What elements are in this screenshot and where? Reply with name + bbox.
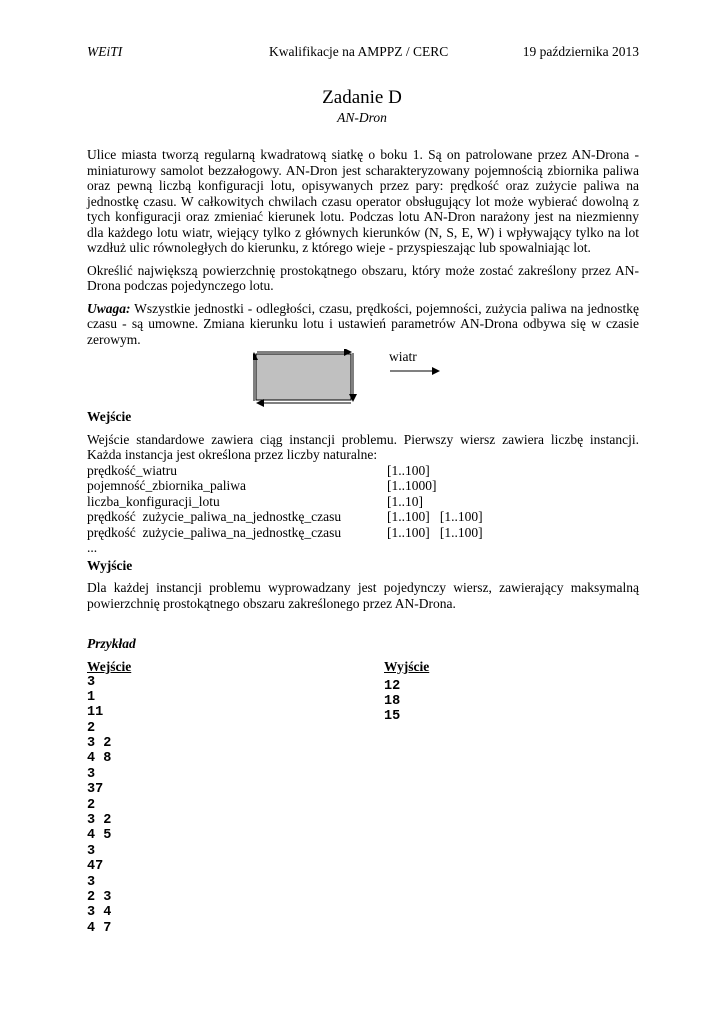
param-row bbox=[87, 478, 639, 494]
param-range: [1..1000] bbox=[387, 478, 437, 493]
patrol-area-rect bbox=[256, 354, 351, 400]
example-block bbox=[87, 658, 639, 936]
note-label: Uwaga: bbox=[87, 300, 131, 316]
example-input-line: 2 bbox=[87, 720, 96, 736]
example-input-line: 3 bbox=[87, 843, 96, 859]
note-paragraph bbox=[87, 301, 639, 348]
example-input-line: 11 bbox=[87, 705, 104, 721]
title-block bbox=[0, 86, 724, 126]
output-section-title: Wyjście bbox=[87, 557, 133, 573]
output-description: Dla każdej instancji problemu wyprowadzany jest pojedynczy wiersz, zawierający maksymalną powierzchnię prostokątnego obszaru zakreślonego przez AN-Drona. bbox=[87, 580, 639, 611]
header-faculty: WEiTI bbox=[87, 44, 123, 59]
param-range: [1..100] [1..100] bbox=[387, 509, 483, 524]
problem-content bbox=[87, 147, 639, 936]
param-range: [1..100] bbox=[387, 462, 430, 478]
note-text: Wszystkie jednostki - odległości, czasu, prędkości, pojemności, zużycia paliwa na jednostkę czasu - są umowne. Zmiana kierunku lotu i ustawień parametrów AN-Drona odbywa się w czasie zerowym. bbox=[87, 300, 639, 347]
param-name: pojemność_zbiornika_paliwa bbox=[87, 478, 246, 493]
example-input-lines bbox=[87, 675, 131, 937]
param-range: [1..10] bbox=[387, 493, 423, 509]
page-header bbox=[87, 44, 639, 62]
problem-subtitle: AN-Dron bbox=[337, 110, 387, 125]
example-output-column bbox=[384, 659, 429, 725]
example-input-line: 3 bbox=[87, 874, 96, 890]
param-range: [1..100] [1..100] bbox=[387, 524, 483, 540]
param-name: prędkość zużycie_paliwa_na_jednostkę_czasu bbox=[87, 509, 342, 524]
example-input-line: 2 bbox=[87, 797, 96, 813]
example-heading: Przykład bbox=[87, 636, 136, 651]
example-output-line: 18 bbox=[384, 693, 401, 709]
param-name: prędkość zużycie_paliwa_na_jednostkę_czasu bbox=[87, 524, 342, 540]
flight-figure bbox=[87, 349, 639, 409]
example-input-column bbox=[87, 659, 131, 937]
param-ellipsis: ... bbox=[87, 540, 98, 555]
example-input-line: 4 8 bbox=[87, 751, 112, 767]
param-row bbox=[87, 525, 639, 541]
header-date: 19 października 2013 bbox=[522, 44, 639, 59]
example-output-line: 15 bbox=[384, 709, 401, 725]
example-input-line: 3 4 bbox=[87, 905, 112, 921]
header-event: Kwalifikacje na AMPPZ / CERC bbox=[269, 44, 449, 59]
example-input-line: 47 bbox=[87, 859, 104, 875]
param-name: prędkość_wiatru bbox=[87, 462, 177, 478]
example-input-line: 4 5 bbox=[87, 828, 112, 844]
example-input-line: 2 3 bbox=[87, 889, 112, 905]
task-paragraph: Określić największą powierzchnię prostokątnego obszaru, który może zostać zakreślony przez AN-Drona podczas pojedynczego lotu. bbox=[87, 262, 639, 293]
example-input-line: 3 2 bbox=[87, 736, 112, 752]
example-input-line: 3 bbox=[87, 766, 96, 782]
input-description: Wejście standardowe zawiera ciąg instancji problemu. Pierwszy wiersz zawiera liczbę instancji. Każda instancja jest określona przez liczby naturalne: bbox=[87, 431, 639, 462]
param-name: liczba_konfiguracji_lotu bbox=[87, 493, 220, 509]
example-input-line: 37 bbox=[87, 782, 104, 798]
intro-paragraph: Ulice miasta tworzą regularną kwadratową siatkę o boku 1. Są on patrolowane przez AN-Drona - miniaturowy samolot bezzałogowy. AN-Dron jest scharakteryzowany pojemnością zbiornika paliwa oraz pewną liczbą konfiguracji lotu, opisywanych przez pary: prędkość oraz zużycie paliwa na jednostkę czasu. W całkowitych chwilach czasu operator obsługujący lot może wybierać dowolną z tych konfiguracji oraz zmieniać kierunek lotu. Podczas lotu AN-Dron narażony jest na niezmienny dla każdego lotu wiatr, wiejący tylko z głównych kierunków (N, S, E, W) i wpływający tylko na lot wzdłuż ulic równoległych do kierunku, z którego wieje - przyspieszając lub spowalniając lot. bbox=[87, 147, 639, 255]
input-section-title: Wejście bbox=[87, 409, 132, 424]
wind-label: wiatr bbox=[389, 349, 417, 364]
example-input-line: 4 7 bbox=[87, 920, 112, 936]
param-row bbox=[87, 463, 639, 479]
param-row bbox=[87, 494, 639, 510]
example-output-header: Wyjście bbox=[384, 658, 430, 674]
problem-title: Zadanie D bbox=[322, 87, 402, 108]
example-input-line: 3 bbox=[87, 674, 96, 690]
example-input-line: 3 2 bbox=[87, 813, 112, 829]
example-output-line: 12 bbox=[384, 678, 401, 694]
example-output-lines bbox=[384, 679, 429, 725]
example-input-line: 1 bbox=[87, 689, 96, 705]
example-input-header: Wejście bbox=[87, 658, 132, 674]
param-row bbox=[87, 509, 639, 525]
